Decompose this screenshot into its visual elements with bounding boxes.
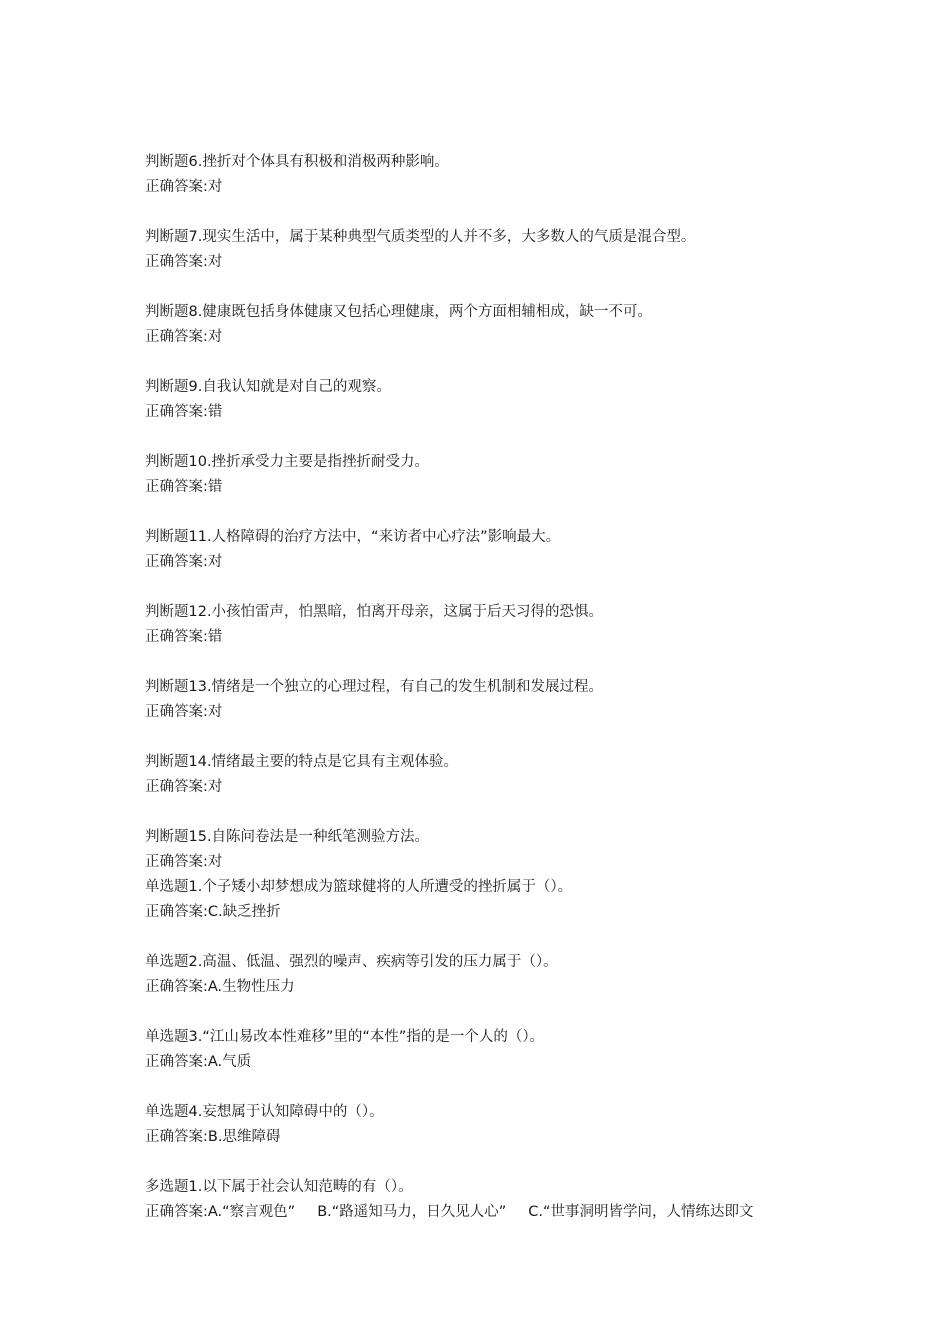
question-text: 判断题14.情绪最主要的特点是它具有主观体验。 bbox=[145, 754, 459, 770]
question-item bbox=[145, 675, 825, 750]
question-text: 单选题4.妄想属于认知障碍中的（）。 bbox=[145, 1104, 384, 1120]
answer-text: 正确答案:错 bbox=[145, 404, 223, 420]
answer-text bbox=[145, 1200, 825, 1225]
answer-text: 正确答案:对 bbox=[145, 779, 223, 795]
answer-text: 正确答案:对 bbox=[145, 329, 223, 345]
answer-text: 正确答案:C.缺乏挫折 bbox=[145, 904, 281, 920]
question-item bbox=[145, 825, 825, 875]
answer-option: B.“路遥知马力，日久见人心” bbox=[317, 1204, 507, 1220]
question-text: 判断题12.小孩怕雷声，怕黑暗，怕离开母亲，这属于后天习得的恐惧。 bbox=[145, 604, 604, 620]
question-text: 判断题9.自我认知就是对自己的观察。 bbox=[145, 379, 391, 395]
question-text: 判断题15.自陈问卷法是一种纸笔测验方法。 bbox=[145, 829, 430, 845]
question-item bbox=[145, 950, 825, 1025]
answer-option: A.“察言观色” bbox=[207, 1204, 296, 1220]
answer-text: 正确答案:B.思维障碍 bbox=[145, 1129, 281, 1145]
question-item bbox=[145, 525, 825, 600]
question-item bbox=[145, 600, 825, 675]
question-text: 判断题8.健康既包括身体健康又包括心理健康，两个方面相辅相成，缺一不可。 bbox=[145, 304, 652, 320]
question-text: 单选题3.“江山易改本性难移”里的“本性”指的是一个人的（）。 bbox=[145, 1029, 545, 1045]
answer-text: 正确答案:A.气质 bbox=[145, 1054, 252, 1070]
question-text: 判断题10.挫折承受力主要是指挫折耐受力。 bbox=[145, 454, 430, 470]
question-text: 判断题11.人格障碍的治疗方法中，“来访者中心疗法”影响最大。 bbox=[145, 529, 561, 545]
answer-option: C.“世事洞明皆学问，人情练达即文 bbox=[528, 1204, 754, 1220]
question-item bbox=[145, 1025, 825, 1100]
question-item bbox=[145, 225, 825, 300]
question-list bbox=[145, 150, 825, 1225]
answer-text: 正确答案:A.生物性压力 bbox=[145, 979, 295, 995]
question-item bbox=[145, 150, 825, 225]
question-item bbox=[145, 875, 825, 950]
question-text: 判断题13.情绪是一个独立的心理过程，有自己的发生机制和发展过程。 bbox=[145, 679, 604, 695]
answer-text: 正确答案:对 bbox=[145, 179, 223, 195]
question-item bbox=[145, 750, 825, 825]
question-item-multi bbox=[145, 1175, 825, 1225]
question-text: 单选题2.高温、低温、强烈的噪声、疾病等引发的压力属于（）。 bbox=[145, 954, 558, 970]
question-text: 多选题1.以下属于社会认知范畴的有（）。 bbox=[145, 1179, 413, 1195]
question-text: 判断题6.挫折对个体具有积极和消极两种影响。 bbox=[145, 154, 449, 170]
answer-text: 正确答案:对 bbox=[145, 704, 223, 720]
question-item bbox=[145, 300, 825, 375]
question-item bbox=[145, 1100, 825, 1175]
answer-text: 正确答案:对 bbox=[145, 254, 223, 270]
question-item bbox=[145, 450, 825, 525]
answer-text: 正确答案:错 bbox=[145, 629, 223, 645]
answer-text: 正确答案:错 bbox=[145, 479, 223, 495]
answer-text: 正确答案:对 bbox=[145, 854, 223, 870]
answer-text: 正确答案:对 bbox=[145, 554, 223, 570]
answer-prefix: 正确答案: bbox=[145, 1204, 208, 1220]
question-text: 判断题7.现实生活中，属于某种典型气质类型的人并不多，大多数人的气质是混合型。 bbox=[145, 229, 696, 245]
question-text: 单选题1.个子矮小却梦想成为篮球健将的人所遭受的挫折属于（）。 bbox=[145, 879, 573, 895]
question-item bbox=[145, 375, 825, 450]
